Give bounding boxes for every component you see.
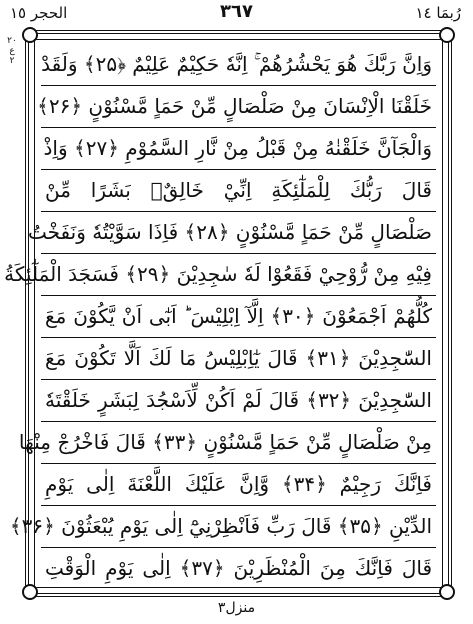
verse-line: الدِّيْنِ ﴿۳۵﴾ قَالَ رَبِّ فَاَنْظِرْنِيْٓ اِلٰى يَوْمِ يُبْعَثُوْنَ ﴿۳۶﴾ (41, 506, 436, 548)
surah-name: الحجر ١٥ (10, 4, 68, 22)
verse-line: فَاِنَّكَ رَجِيْمٌ ﴿۳۴﴾ وَّاِنَّ عَلَيْكَ اللَّعْنَةَ اِلٰى يَوْمِ (41, 464, 436, 506)
ruku-marker: ٢٠ ع ٢ (7, 36, 17, 66)
verse-line: مِنْ صَلْصَالٍ مِّنْ حَمَاٍ مَّسْنُوْنٍ ﴿۳۳﴾ قَالَ فَاخْرُجْ مِنْهَا (41, 422, 436, 464)
verse-line: السّٰجِدِيْنَ ﴿۳۱﴾ قَالَ يٰٓاِبْلِيْسُ مَا لَكَ اَلَّا تَكُوْنَ مَعَ (41, 338, 436, 380)
verse-line: قَالَ رَبُّكَ لِلْمَلٰٓئِكَةِ اِنِّيْ خَالِقٌۢ بَشَرًا مِّنْ (41, 170, 436, 212)
verse-line: كُلُّهُمْ اَجْمَعُوْنَ ﴿۳۰﴾ اِلَّآ اِبْلِيْسَ ؕ اَبٰٓى اَنْ يَّكُوْنَ مَعَ (41, 296, 436, 338)
page-header (0, 0, 473, 28)
manzil-label: منزل٣ (217, 600, 256, 616)
verse-line: وَاِنَّ رَبَّكَ هُوَ يَحْشُرُهُمْ ۚ اِنَّهٗ حَكِيْمٌ عَلِيْمٌ ﴿۲۵﴾ وَلَقَدْ (41, 44, 436, 86)
verse-line: صَلْصَالٍ مِّنْ حَمَاٍ مَّسْنُوْنٍ ﴿۲۸﴾ فَاِذَا سَوَّيْتُهٗ وَنَفَخْتُ (41, 212, 436, 254)
verse-line: السّٰجِدِيْنَ ﴿۳۲﴾ قَالَ لَمْ اَكُنْ لِّاَسْجُدَ لِبَشَرٍ خَلَقْتَهٗ (41, 380, 436, 422)
verse-line: خَلَقْنَا الْاِنْسَانَ مِنْ صَلْصَالٍ مِّنْ حَمَاٍ مَّسْنُوْنٍ ﴿۲۶﴾ (41, 86, 436, 128)
verse-line: فِيْهِ مِنْ رُّوْحِيْ فَقَعُوْا لَهٗ سٰجِدِيْنَ ﴿۲۹﴾ فَسَجَدَ الْمَلٰٓئِكَةُ (41, 254, 436, 296)
page-number: ٣٦٧ (220, 1, 253, 22)
verse-line: قَالَ فَاِنَّكَ مِنَ الْمُنْظَرِيْنَ ﴿۳۷﴾ اِلٰى يَوْمِ الْوَقْتِ (45, 556, 433, 580)
verse-line: وَالْجَآنَّ خَلَقْنٰهُ مِنْ قَبْلُ مِنْ نَّارِ السَّمُوْمِ ﴿۲۷﴾ وَاِذْ (41, 128, 436, 170)
juz-name: رُبمَا ١٤ (415, 4, 461, 22)
